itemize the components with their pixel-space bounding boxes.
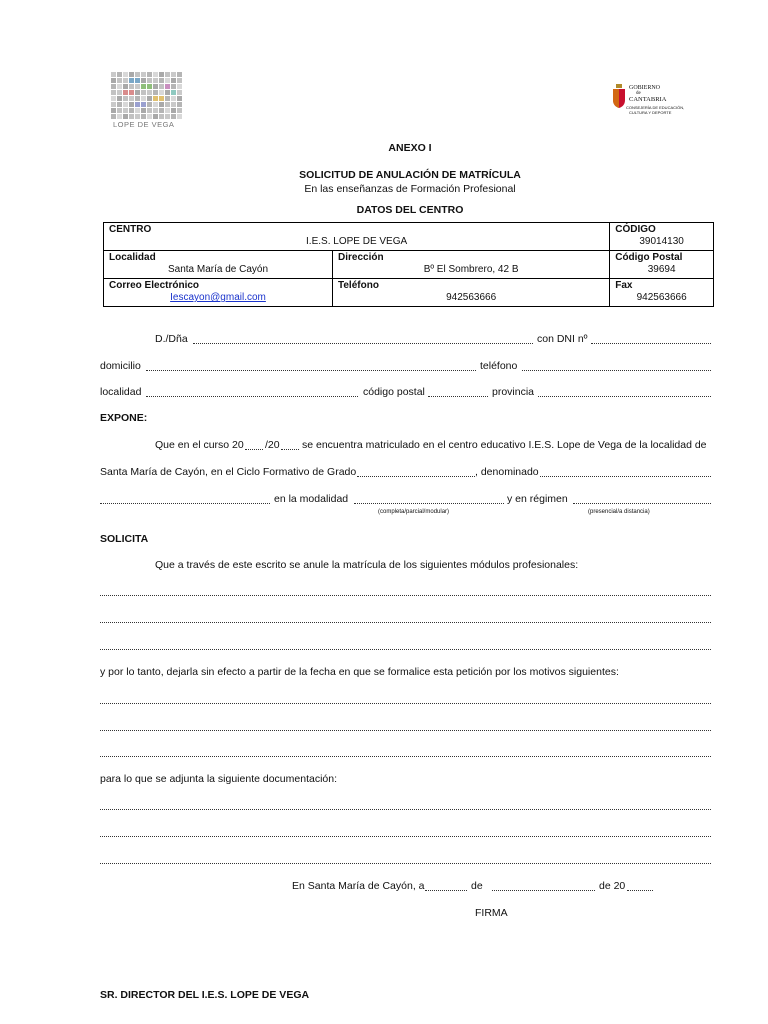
logo-tile <box>153 84 158 89</box>
modulos-line-1[interactable] <box>100 595 711 596</box>
logo-tile <box>117 108 122 113</box>
form-title: SOLICITUD DE ANULACIÓN DE MATRÍCULA <box>299 169 521 181</box>
logo-tile <box>165 78 170 83</box>
logo-tile <box>117 84 122 89</box>
codigo-postal-value: 39694 <box>647 264 676 275</box>
logo-tile <box>141 78 146 83</box>
provincia-label: provincia <box>492 386 535 398</box>
logo-tile <box>153 78 158 83</box>
localidad-field[interactable] <box>146 396 358 397</box>
logo-tile <box>123 78 128 83</box>
motivos-line-2[interactable] <box>100 730 711 731</box>
denominado-text: , denominado <box>475 466 539 478</box>
logo-tile <box>159 102 164 107</box>
ies-logo-caption: LOPE DE VEGA <box>113 120 175 129</box>
section-heading: DATOS DEL CENTRO <box>356 204 464 216</box>
logo-tile <box>129 78 134 83</box>
codigo-value: 39014130 <box>639 236 684 247</box>
logo-tile <box>135 108 140 113</box>
grado-field[interactable] <box>357 476 475 477</box>
fecha-day-field[interactable] <box>425 890 467 891</box>
logo-tile <box>165 102 170 107</box>
logo-tile <box>141 72 146 77</box>
logo-tile <box>129 102 134 107</box>
cell-direccion <box>333 251 610 279</box>
solicita-heading: SOLICITA <box>100 533 149 545</box>
logo-tile <box>171 90 176 95</box>
logo-tile <box>117 102 122 107</box>
logo-tile <box>111 102 116 107</box>
expone-heading: EXPONE: <box>100 412 148 424</box>
regimen-hint: (presencial/a distancia) <box>588 509 650 515</box>
modalidad-hint: (completa/parcial/modular) <box>378 509 450 515</box>
curso-end-field[interactable] <box>281 449 299 450</box>
logo-tile <box>147 72 152 77</box>
ies-logo-mosaic <box>111 72 183 120</box>
logo-tile <box>111 90 116 95</box>
logo-tile <box>111 84 116 89</box>
centro-label: CENTRO <box>109 224 152 235</box>
logo-tile <box>135 90 140 95</box>
logo-tile <box>135 72 140 77</box>
documentacion-line-3[interactable] <box>100 863 711 864</box>
gobierno-cantabria-logo <box>612 82 692 124</box>
motivos-line-1[interactable] <box>100 703 711 704</box>
documentacion-line-2[interactable] <box>100 836 711 837</box>
logo-tile <box>159 72 164 77</box>
logo-tile <box>165 96 170 101</box>
logo-tile <box>123 90 128 95</box>
telefono-field[interactable] <box>522 370 711 371</box>
logo-tile <box>111 78 116 83</box>
logo-tile <box>141 84 146 89</box>
logo-tile <box>165 108 170 113</box>
logo-tile <box>141 108 146 113</box>
provincia-field[interactable] <box>538 396 711 397</box>
codigo-label: CÓDIGO <box>615 224 656 235</box>
logo-tile <box>171 84 176 89</box>
logo-tile <box>153 96 158 101</box>
solicita-text: Que a través de este escrito se anule la matrícula de los siguientes módulos profesionales: <box>155 559 579 571</box>
logo-tile <box>147 108 152 113</box>
logo-tile <box>123 84 128 89</box>
logo-tile <box>159 108 164 113</box>
cantabria-line-5: CULTURA Y DEPORTE <box>629 110 672 115</box>
logo-tile <box>117 90 122 95</box>
dni-label: con DNI nº <box>537 333 588 345</box>
cantabria-line-2: de <box>636 91 641 96</box>
logo-tile <box>153 108 158 113</box>
addressee: SR. DIRECTOR DEL I.E.S. LOPE DE VEGA <box>100 989 310 1001</box>
logo-tile <box>123 96 128 101</box>
cell-fax <box>610 279 714 307</box>
documentacion-text: para lo que se adjunta la siguiente documentación: <box>100 773 337 785</box>
logo-tile <box>123 108 128 113</box>
logo-tile <box>153 102 158 107</box>
fecha-text-b: de <box>471 880 483 892</box>
codigo-postal-field[interactable] <box>428 396 488 397</box>
logo-tile <box>159 84 164 89</box>
logo-tile <box>123 72 128 77</box>
cantabria-coat-of-arms-icon <box>612 84 626 108</box>
logo-tile <box>147 90 152 95</box>
cell-centro <box>104 223 610 251</box>
telefono-field-label: teléfono <box>480 360 518 372</box>
logo-tile <box>177 102 182 107</box>
regimen-text: y en régimen <box>507 493 568 505</box>
cell-codigo-postal <box>610 251 714 279</box>
documentacion-line-1[interactable] <box>100 809 711 810</box>
logo-tile <box>153 90 158 95</box>
fecha-text-a: En Santa María de Cayón, a <box>292 880 425 892</box>
modulos-line-2[interactable] <box>100 622 711 623</box>
logo-tile <box>171 78 176 83</box>
logo-tile <box>177 72 182 77</box>
email-link[interactable]: Iescayon@gmail.com <box>170 292 266 303</box>
logo-tile <box>117 96 122 101</box>
logo-tile <box>165 84 170 89</box>
logo-tile <box>147 78 152 83</box>
logo-tile <box>177 114 182 119</box>
cantabria-line-3: CANTABRIA <box>629 96 667 103</box>
annex-label: ANEXO I <box>388 142 432 154</box>
regimen-field[interactable] <box>573 503 711 504</box>
direccion-value: Bº El Sombrero, 42 B <box>423 264 519 275</box>
codigo-postal-label: Código Postal <box>615 252 683 263</box>
fecha-month-field[interactable] <box>492 890 595 891</box>
logo-tile <box>171 102 176 107</box>
logo-tile <box>147 84 152 89</box>
centre-data-table <box>103 222 714 307</box>
fax-label: Fax <box>615 280 633 291</box>
logo-tile <box>129 72 134 77</box>
cell-localidad <box>104 251 333 279</box>
logo-tile <box>123 102 128 107</box>
curso-text-c: se encuentra matriculado en el centro educativo I.E.S. Lope de Vega de la localidad de <box>302 439 707 451</box>
logo-tile <box>171 96 176 101</box>
cantabria-line-1: GOBIERNO <box>629 85 660 91</box>
ies-lope-de-vega-logo <box>111 72 183 128</box>
modulos-line-3[interactable] <box>100 649 711 650</box>
firma-label: FIRMA <box>475 907 508 919</box>
telefono-value: 942563666 <box>446 292 497 303</box>
logo-tile <box>171 108 176 113</box>
logo-tile <box>111 96 116 101</box>
telefono-label: Teléfono <box>338 280 379 291</box>
fecha-year-field[interactable] <box>627 890 653 891</box>
logo-tile <box>129 90 134 95</box>
cell-correo <box>104 279 333 307</box>
logo-tile <box>147 96 152 101</box>
domicilio-label: domicilio <box>100 360 141 372</box>
fecha-text-c: de 20 <box>599 880 626 892</box>
dni-field[interactable] <box>591 343 711 344</box>
logo-tile <box>117 78 122 83</box>
logo-tile <box>159 78 164 83</box>
logo-tile <box>177 84 182 89</box>
logo-tile <box>141 102 146 107</box>
logo-tile <box>177 96 182 101</box>
fax-value: 942563666 <box>636 292 687 303</box>
logo-tile <box>171 72 176 77</box>
curso-text-a: Que en el curso 20 <box>155 439 244 451</box>
logo-tile <box>111 72 116 77</box>
logo-tile <box>117 72 122 77</box>
logo-tile <box>129 108 134 113</box>
ciclo-name-field[interactable] <box>100 503 270 504</box>
form-subtitle: En las enseñanzas de Formación Profesional <box>304 183 516 195</box>
logo-tile <box>129 84 134 89</box>
localidad-field-label: localidad <box>100 386 142 398</box>
correo-label: Correo Electrónico <box>109 280 200 291</box>
logo-tile <box>135 84 140 89</box>
dna-label: D./Dña <box>155 333 188 345</box>
cantabria-line-4: CONSEJERÍA DE EDUCACIÓN, <box>626 105 685 110</box>
logo-tile <box>159 96 164 101</box>
domicilio-field[interactable] <box>146 370 476 371</box>
curso-start-field[interactable] <box>245 449 263 450</box>
logo-tile <box>147 102 152 107</box>
logo-tile <box>141 90 146 95</box>
name-field[interactable] <box>193 343 533 344</box>
logo-tile <box>135 78 140 83</box>
modalidad-field[interactable] <box>354 503 504 504</box>
curso-text-b: /20 <box>265 439 280 451</box>
logo-tile <box>135 96 140 101</box>
logo-tile <box>129 96 134 101</box>
direccion-label: Dirección <box>338 252 384 263</box>
logo-tile <box>165 90 170 95</box>
logo-tile <box>177 108 182 113</box>
centro-value: I.E.S. LOPE DE VEGA <box>306 236 408 247</box>
ciclo-text: Santa María de Cayón, en el Ciclo Formativo de Grado <box>100 466 357 478</box>
motivos-text: y por lo tanto, dejarla sin efecto a partir de la fecha en que se formalice esta petición por los motivos siguientes: <box>100 666 619 678</box>
localidad-label: Localidad <box>109 252 156 263</box>
logo-tile <box>177 90 182 95</box>
logo-tile <box>159 90 164 95</box>
denominado-field[interactable] <box>540 476 711 477</box>
logo-tile <box>135 102 140 107</box>
cell-telefono <box>333 279 610 307</box>
logo-tile <box>153 72 158 77</box>
logo-tile <box>141 96 146 101</box>
logo-tile <box>111 108 116 113</box>
modalidad-text: en la modalidad <box>274 493 349 505</box>
motivos-line-3[interactable] <box>100 756 711 757</box>
codigo-postal-field-label: código postal <box>363 386 425 398</box>
localidad-value: Santa María de Cayón <box>167 264 269 275</box>
cell-codigo <box>610 223 714 251</box>
logo-tile <box>165 72 170 77</box>
logo-tile <box>177 78 182 83</box>
